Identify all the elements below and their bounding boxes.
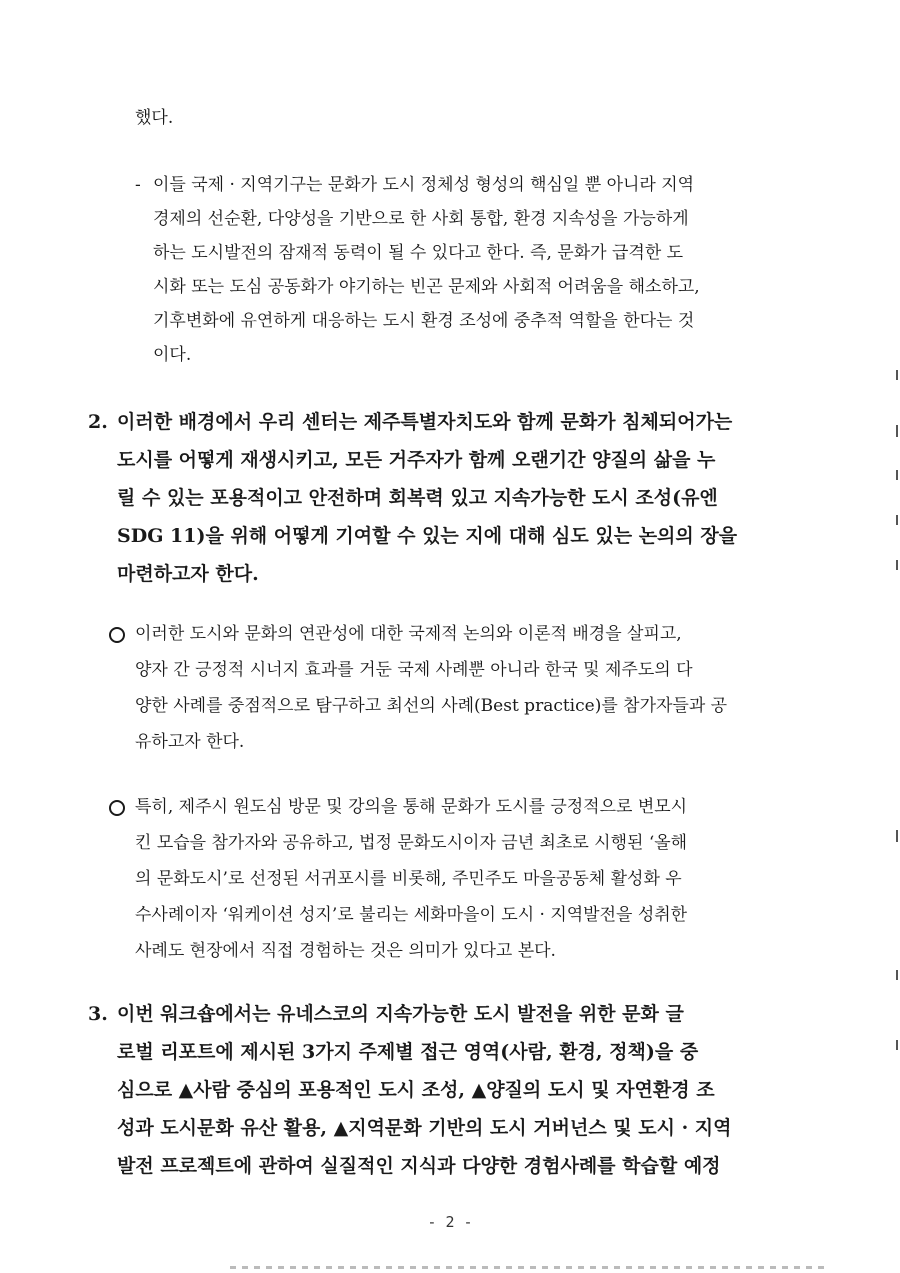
paragraph-line: 시화 또는 도심 공동화가 야기하는 빈곤 문제와 사회적 어려움을 해소하고, [153, 277, 700, 297]
scan-edge-mark [896, 1040, 898, 1050]
paragraph-line: 유하고자 한다. [135, 732, 245, 752]
continued-text: 했다. [135, 108, 174, 128]
section-line: 발전 프로젝트에 관하여 실질적인 지식과 다양한 경험사례를 학습할 예정 [117, 1155, 721, 1177]
scan-edge-mark [896, 470, 898, 480]
scan-edge-mark [896, 830, 898, 842]
scan-edge-mark [896, 370, 898, 380]
section-line: 릴 수 있는 포용적이고 안전하며 회복력 있고 지속가능한 도시 조성(유엔 [117, 487, 718, 509]
section-line: 마련하고자 한다. [117, 563, 259, 585]
page-number: - 2 - [427, 1213, 473, 1231]
paragraph-line: 양자 간 긍정적 시너지 효과를 거둔 국제 사례뿐 아니라 한국 및 제주도의 다 [135, 660, 693, 680]
section-line: 이러한 배경에서 우리 센터는 제주특별자치도와 함께 문화가 침체되어가는 [117, 411, 733, 433]
paragraph-line: 이들 국제 · 지역기구는 문화가 도시 정체성 형성의 핵심일 뿐 아니라 지역 [153, 175, 695, 195]
scan-bottom-bleed [230, 1266, 830, 1269]
section-line: 도시를 어떻게 재생시키고, 모든 거주자가 함께 오랜기간 양질의 삶을 누 [117, 449, 716, 471]
section-line: 로벌 리포트에 제시된 3가지 주제별 접근 영역(사람, 환경, 정책)을 중 [117, 1041, 699, 1063]
scan-edge-mark [896, 515, 898, 525]
paragraph-line: 양한 사례를 중점적으로 탐구하고 최선의 사례(Best practice)를 참가자들과 공 [135, 696, 728, 716]
paragraph-line: 하는 도시발전의 잠재적 동력이 될 수 있다고 한다. 즉, 문화가 급격한 도 [153, 243, 684, 263]
section-number: 3. [88, 1003, 108, 1025]
paragraph-line: 수사례이자 ‘워케이션 성지’로 불리는 세화마을이 도시 · 지역발전을 성취한 [135, 905, 688, 925]
circle-bullet-icon [109, 627, 125, 643]
scan-edge-mark [896, 425, 898, 437]
section-number: 2. [88, 411, 108, 433]
section-line: 심으로 ▲사람 중심의 포용적인 도시 조성, ▲양질의 도시 및 자연환경 조 [117, 1079, 715, 1101]
scan-edge-mark [896, 560, 898, 570]
paragraph-line: 의 문화도시’로 선정된 서귀포시를 비롯해, 주민주도 마을공동체 활성화 우 [135, 869, 682, 889]
scan-edge-mark [896, 970, 898, 980]
section-line: SDG 11)을 위해 어떻게 기여할 수 있는 지에 대해 심도 있는 논의의 장을 [117, 525, 738, 547]
paragraph-line: 경제의 선순환, 다양성을 기반으로 한 사회 통합, 환경 지속성을 가능하게 [153, 209, 689, 229]
paragraph-line: 이다. [153, 345, 192, 365]
paragraph-line: 사례도 현장에서 직접 경험하는 것은 의미가 있다고 본다. [135, 941, 556, 961]
paragraph-line: 킨 모습을 참가자와 공유하고, 법정 문화도시이자 금년 최초로 시행된 ‘올해 [135, 833, 688, 853]
paragraph-line: 특히, 제주시 원도심 방문 및 강의을 통해 문화가 도시를 긍정적으로 변모시 [135, 797, 688, 817]
dash-marker: - [135, 175, 141, 195]
section-line: 이번 워크숍에서는 유네스코의 지속가능한 도시 발전을 위한 문화 글 [117, 1003, 684, 1025]
paragraph-line: 기후변화에 유연하게 대응하는 도시 환경 조성에 중추적 역할을 한다는 것 [153, 311, 695, 331]
paragraph-line: 이러한 도시와 문화의 연관성에 대한 국제적 논의와 이론적 배경을 살피고, [135, 624, 682, 644]
circle-bullet-icon [109, 800, 125, 816]
section-line: 성과 도시문화 유산 활용, ▲지역문화 기반의 도시 거버넌스 및 도시 · 지역 [117, 1117, 732, 1139]
